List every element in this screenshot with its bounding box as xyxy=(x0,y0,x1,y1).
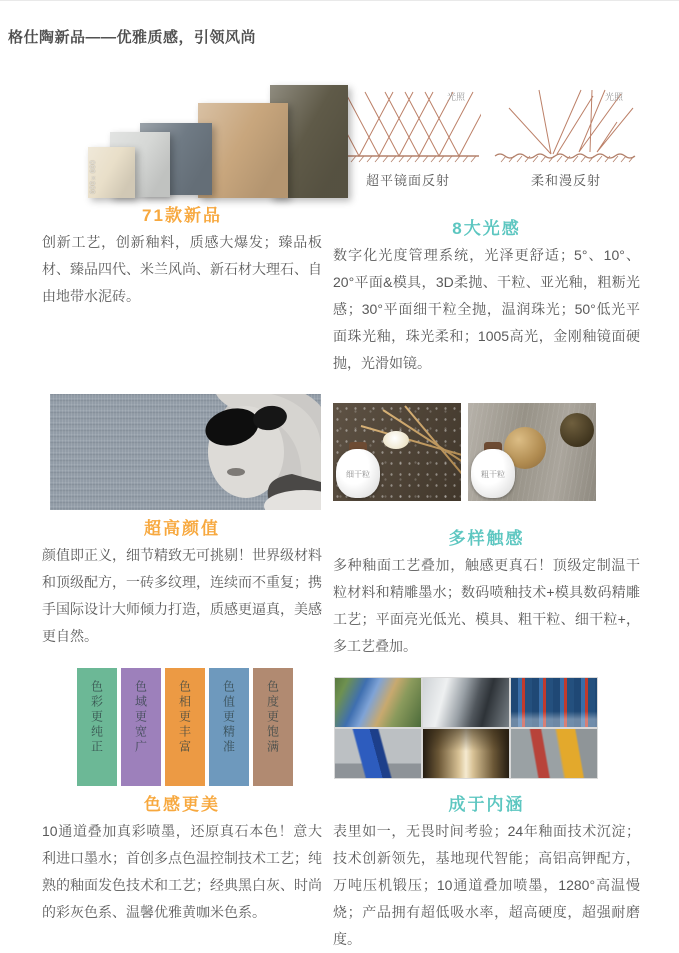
section-high-beauty xyxy=(42,393,322,660)
specular-rays-graphic xyxy=(335,88,481,166)
warehouse-racks-photo xyxy=(511,678,597,727)
jar-label: 粗干粒 xyxy=(481,470,505,479)
color-bar xyxy=(77,668,117,786)
color-bar xyxy=(121,668,161,786)
section-varied-touch xyxy=(333,393,640,660)
color-bar-label: 色相更丰富 xyxy=(177,680,192,755)
reflection-diagrams xyxy=(333,75,640,213)
factory-aerial-photo xyxy=(335,678,421,727)
yellow-robot-photo xyxy=(511,729,597,778)
color-bar-label: 色值更精准 xyxy=(221,680,236,755)
diagram-caption: 柔和漫反射 xyxy=(530,173,601,188)
color-bar-label: 色度更饱满 xyxy=(265,680,280,755)
grain-jar xyxy=(471,442,515,498)
light-label: 光照 xyxy=(447,92,466,102)
section-body: 多种釉面工艺叠加，触感更真石！顶级定制温干粒材料和精雕墨水；数码喷釉技术+模具数码精雕工艺；平面亮光低光、模具、粗干粒、细干粒+，多工艺叠加。 xyxy=(333,557,640,654)
rattan-ball xyxy=(560,413,594,447)
section-heading: 色感更美 xyxy=(144,795,220,814)
section-body: 表里如一，无畏时间考验；24年釉面技术沉淀；技术创新领先，基地现代智能；高铝高钾配方，万吨压机锻压；10通道叠加喷墨，1280°高温慢烧；产品拥有超低吸水率，超高硬度，超强耐磨度。 xyxy=(333,823,640,947)
color-bars-image xyxy=(42,668,322,789)
tile-samples-image xyxy=(42,75,322,200)
tile-size-label: 600×600 xyxy=(90,160,97,194)
section-heading: 8大光感 xyxy=(452,219,521,238)
texture-photos xyxy=(333,393,640,523)
woman-sunglasses-photo xyxy=(50,394,321,510)
fine-grain-texture-photo xyxy=(333,403,461,501)
section-inner-strength xyxy=(333,668,640,953)
section-body: 10通道叠加真彩喷墨，还原真石本色！意大利进口墨水；首创多点色温控制技术工艺；纯熟的釉面发色技术和工艺；经典黑白灰、时尚的彩灰色系、温馨优雅黄咖米色系。 xyxy=(42,823,322,920)
section-heading: 71款新品 xyxy=(142,206,222,225)
section-body: 创新工艺，创新釉料，质感大爆发；臻品板材、臻品四代、米兰风尚、新石材大理石、自由地带水泥砖。 xyxy=(42,234,322,304)
coarse-grain-texture-photo xyxy=(468,403,596,501)
color-bar xyxy=(209,668,249,786)
section-body: 数字化光度管理系统，光泽更舒适；5°、10°、20°平面&模具，3D柔抛、干粒、亚光釉，粗粝光感；30°平面细干粒全抛，温润珠光；50°低光平面珠光釉，珠光柔和；1005高光，金刚釉镜面硬抛，光滑如镜。 xyxy=(333,247,640,371)
portrait-photo-wrap xyxy=(42,393,322,513)
tile-sample xyxy=(88,147,135,198)
page-title: 格仕陶新品——优雅质感，引领风尚 xyxy=(8,29,257,46)
section-new-products xyxy=(42,75,322,377)
blue-robot-photo xyxy=(335,729,421,778)
white-flower xyxy=(383,431,409,449)
row-3 xyxy=(42,668,640,953)
factory-collage-wrap xyxy=(333,668,640,789)
content xyxy=(42,75,640,953)
grain-jar xyxy=(336,442,380,498)
factory-building-photo xyxy=(423,678,509,727)
factory-collage xyxy=(334,677,598,779)
diffuse-reflection-diagram xyxy=(493,88,639,213)
row-2 xyxy=(42,393,640,660)
section-better-color xyxy=(42,668,322,953)
jar-label: 细干粒 xyxy=(346,470,370,479)
kiln-corridor-photo xyxy=(423,729,509,778)
specular-reflection-diagram xyxy=(335,88,481,213)
color-bar xyxy=(165,668,205,786)
light-label: 光照 xyxy=(605,92,624,102)
section-heading: 成于内涵 xyxy=(448,795,525,814)
section-light-sense xyxy=(333,75,640,377)
section-body: 颜值即正义，细节精致无可挑剔！世界级材料和顶级配方，一砖多纹理，连续而不重复；携手国际设计大师倾力打造，质感更逼真，美感更自然。 xyxy=(42,547,322,644)
diffuse-rays-graphic xyxy=(493,88,639,166)
section-heading: 多样触感 xyxy=(448,529,525,548)
diagram-caption: 超平镜面反射 xyxy=(365,173,450,188)
portrait-figure-graphic xyxy=(146,394,321,510)
section-heading: 超高颜值 xyxy=(144,519,220,538)
color-bar-label: 色彩更纯正 xyxy=(89,680,104,755)
color-bar xyxy=(253,668,293,786)
color-bar-label: 色域更宽广 xyxy=(133,680,148,755)
row-1 xyxy=(42,75,640,377)
